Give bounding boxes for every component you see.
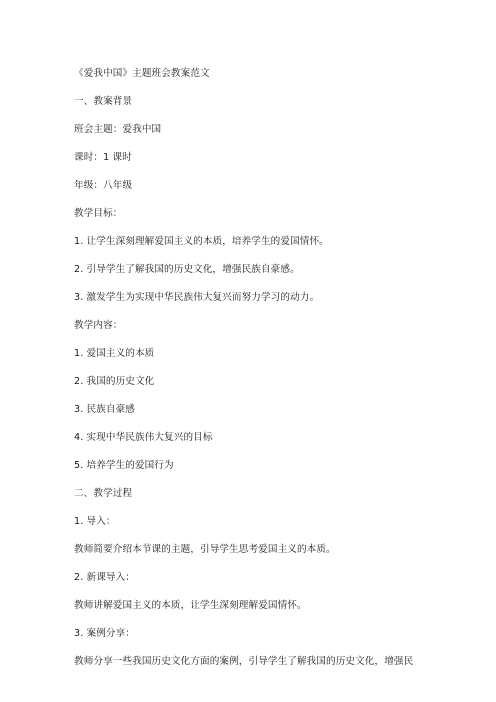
meta-hours: 课时：1 课时 [74,152,132,163]
step-text: 教师简要介绍本节课的主题，引导学生思考爱国主义的本质。 [74,544,336,555]
section-heading-background: 一、教案背景 [74,96,133,107]
content-item: 3. 民族自豪感 [74,404,135,415]
objective-item: 3. 激发学生为实现中华民族伟大复兴而努力学习的动力。 [74,292,320,303]
objectives-label: 教学目标： [74,208,123,219]
content-item: 4. 实现中华民族伟大复兴的目标 [74,432,213,443]
content-item: 5. 培养学生的爱国行为 [74,460,174,471]
step-text: 教师分享一些我国历史文化方面的案例，引导学生了解我国的历史文化，增强民 [74,656,414,667]
step-text: 教师讲解爱国主义的本质，让学生深刻理解爱国情怀。 [74,600,307,611]
content-item: 1. 爱国主义的本质 [74,348,155,359]
step-label: 1. 导入： [74,516,116,527]
step-label: 3. 案例分享： [74,628,135,639]
document-title: 《爱我中国》主题班会教案范文 [74,68,210,79]
objective-item: 2. 引导学生了解我国的历史文化，增强民族自豪感。 [74,264,300,275]
step-label: 2. 新课导入： [74,572,135,583]
section-heading-process: 二、教学过程 [74,488,133,499]
content-item: 2. 我国的历史文化 [74,376,155,387]
meta-grade: 年级：八年级 [74,180,133,191]
meta-theme: 班会主题：爱我中国 [74,124,162,135]
objective-item: 1. 让学生深刻理解爱国主义的本质，培养学生的爱国情怀。 [74,236,329,247]
content-label: 教学内容： [74,320,123,331]
